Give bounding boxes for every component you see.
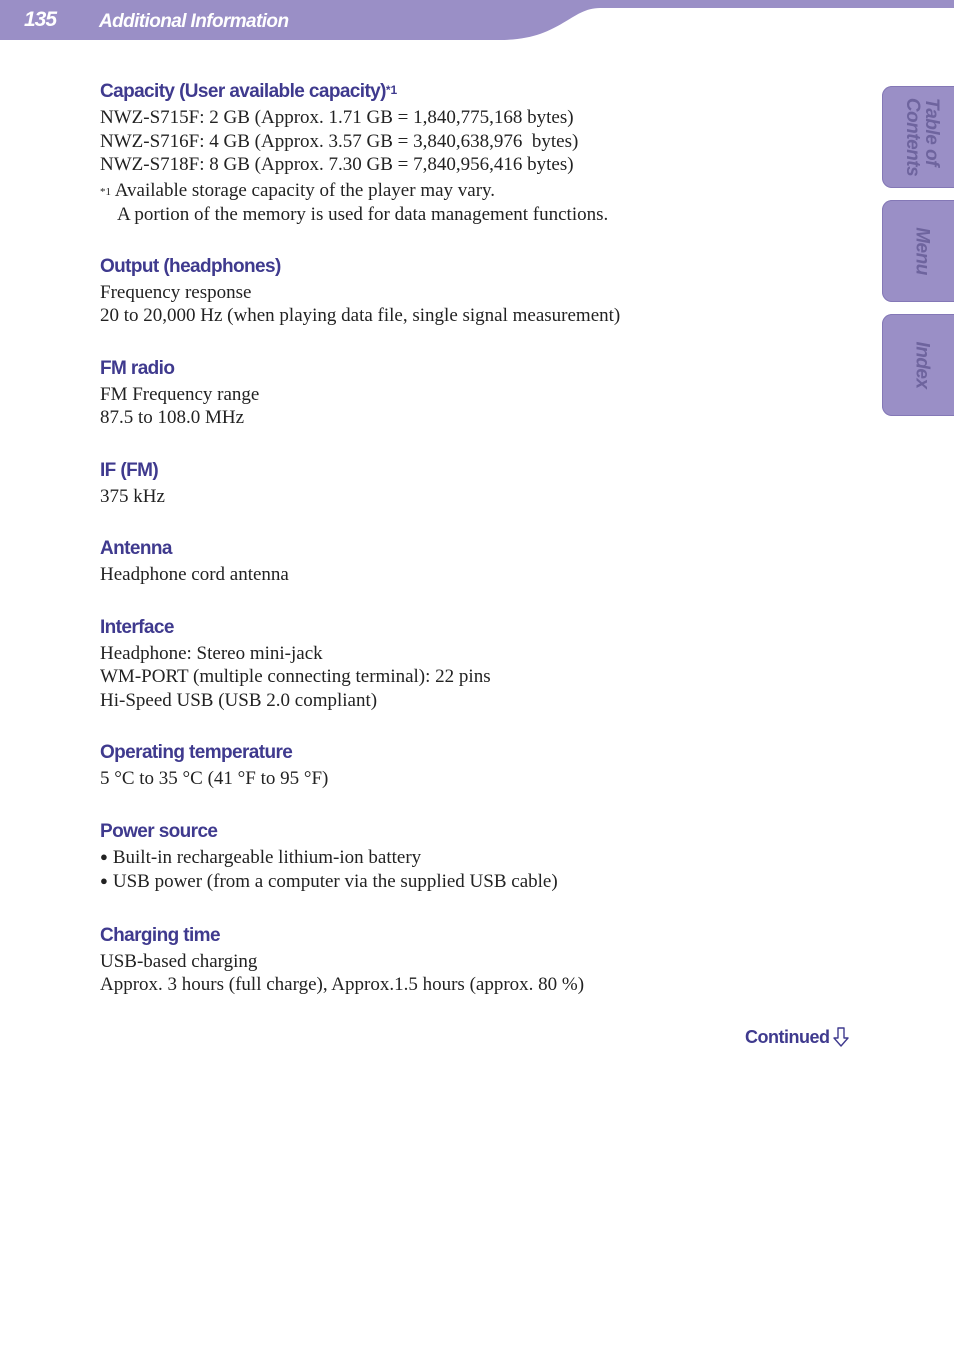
section-heading: Antenna [100,538,172,559]
bullet-text: USB power (from a computer via the supplied USB cable) [112,871,558,892]
heading-text: Capacity (User available capacity) [100,81,386,102]
spec-line: 20 to 20,000 Hz (when playing data file, single signal measurement) [100,305,621,326]
spec-line: Hi-Speed USB (USB 2.0 compliant) [100,689,378,711]
spec-line: FM Frequency range [100,383,260,405]
section-heading: Power source [100,820,218,842]
section-heading: FM radio [100,357,175,379]
section-heading: Output (headphones) [100,255,281,277]
spec-line: NWZ-S718F: 8 GB (Approx. 7.30 GB = 7,840,956,416 bytes) [100,154,574,175]
spec-content [100,78,800,997]
spec-line: Headphone cord antenna [100,564,289,585]
section-heading: Charging time [100,924,220,946]
footnote-text: A portion of the memory is used for data management functions. [117,203,609,225]
section-charging-time [100,922,800,997]
spec-line: NWZ-S716F: 4 GB (Approx. 3.57 GB = 3,840,638,976 bytes) [100,130,579,152]
section-heading [100,78,800,106]
spec-line: Approx. 3 hours (full charge), Approx.1.5 hours (approx. 80 %) [100,974,585,995]
tab-label: Menu [911,227,933,275]
section-heading: Operating temperature [100,742,293,763]
section-power-source [100,818,800,895]
section-output [100,253,800,328]
section-title: Additional Information [99,11,289,32]
spec-line: 5 °C to 35 °C (41 °F to 95 °F) [100,768,329,789]
footnote-text: Available storage capacity of the player may vary. [114,179,496,201]
spec-line: 375 kHz [100,485,165,507]
section-antenna [100,535,800,587]
spec-line: NWZ-S715F: 2 GB (Approx. 1.71 GB = 1,840,775,168 bytes) [100,107,574,128]
spec-line: USB-based charging [100,950,258,972]
bullet-item [100,870,800,895]
section-fm-radio [100,355,800,430]
bullet-item [100,846,800,871]
continued-link[interactable] [745,1026,849,1048]
tab-label: Index [911,341,933,389]
tab-menu[interactable] [882,200,954,302]
down-arrow-icon [833,1026,849,1048]
spec-line: WM-PORT (multiple connecting terminal): 22 pins [100,666,491,687]
bullet-text: Built-in rechargeable lithium-ion battery [112,846,422,868]
tab-table-of-contents[interactable] [882,86,954,188]
footnote [100,179,800,203]
section-if-fm [100,457,800,509]
tab-index[interactable] [882,314,954,416]
section-heading: Interface [100,616,174,638]
footnote-mark: *1 [100,185,111,198]
section-interface [100,614,800,713]
section-heading: IF (FM) [100,459,159,481]
spec-line: 87.5 to 108.0 MHz [100,407,245,428]
spec-line: Frequency response [100,281,252,303]
page-header [0,0,954,40]
footnote-ref: *1 [385,83,398,97]
page-number: 135 [24,8,57,31]
continued-label: Continued [745,1026,830,1047]
section-operating-temperature [100,739,800,791]
spec-line: Headphone: Stereo mini-jack [100,642,323,664]
tab-label: Table of Contents [902,97,942,177]
section-capacity [100,78,800,227]
